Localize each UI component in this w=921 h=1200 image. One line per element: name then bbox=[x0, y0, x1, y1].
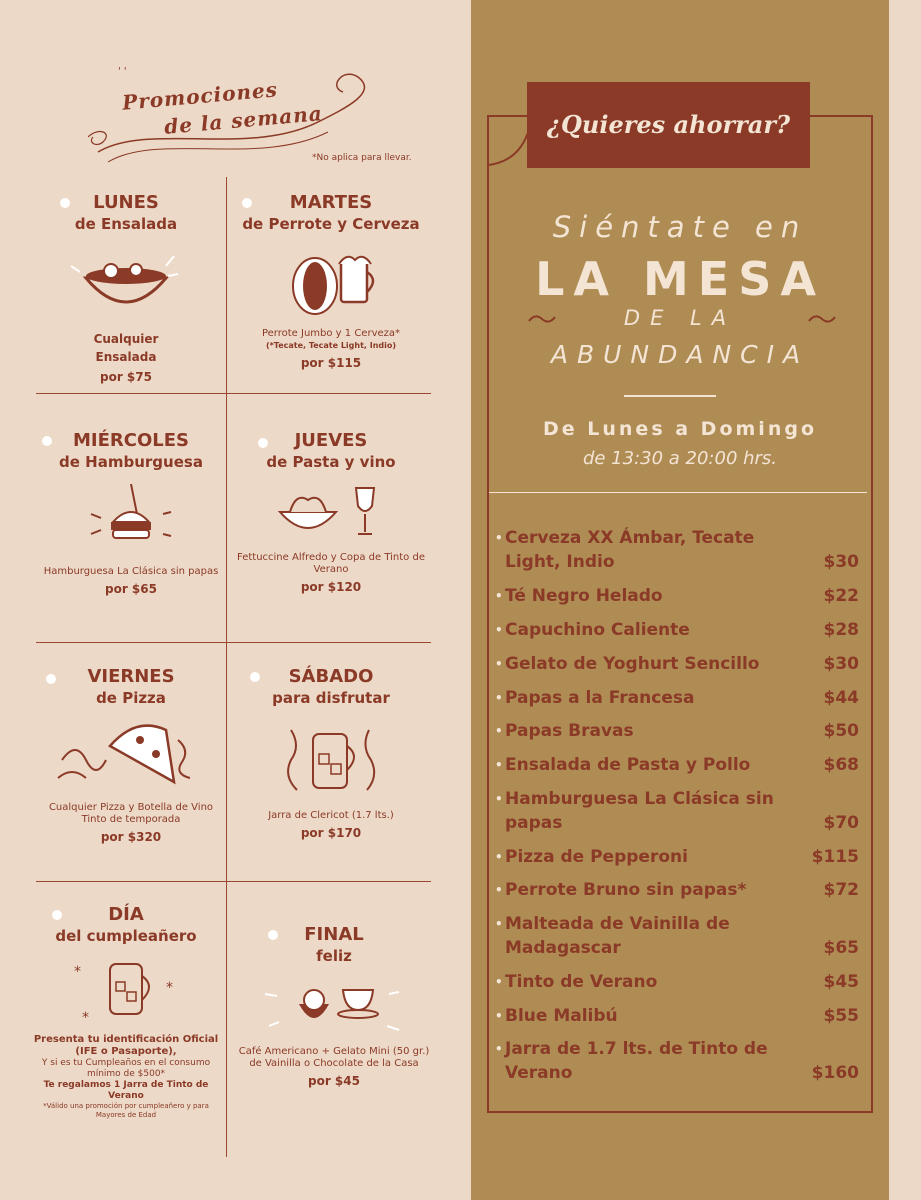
menu-item-price: $44 bbox=[823, 688, 859, 708]
promo-description: Cualquier Pizza y Botella de Vino Tinto de temporada bbox=[48, 802, 214, 825]
menu-item-name: Papas a la Francesa bbox=[505, 688, 695, 708]
menu-item-price: $55 bbox=[823, 1006, 859, 1026]
menu-item-price: $50 bbox=[823, 721, 859, 741]
menu-item bbox=[495, 878, 861, 902]
offer-banner-text: ¿Quieres ahorrar? bbox=[546, 110, 791, 139]
promo-description: Perrote Jumbo y 1 Cerveza* bbox=[261, 328, 401, 339]
grid-divider bbox=[36, 393, 431, 394]
svg-text:*: * bbox=[74, 964, 81, 980]
day-subtitle: de Hamburguesa bbox=[59, 453, 203, 471]
headline-line3: DE LA bbox=[623, 306, 737, 330]
promo-price: por $75 bbox=[100, 370, 152, 384]
bullet-icon: • bbox=[495, 657, 503, 671]
menu-item-price: $160 bbox=[811, 1063, 859, 1083]
headline-rule bbox=[624, 395, 716, 397]
promo-price: por $45 bbox=[308, 1074, 360, 1088]
menu-item-name: Gelato de Yoghurt Sencillo bbox=[505, 654, 760, 674]
bullet-dot bbox=[52, 910, 62, 920]
menu-item bbox=[495, 584, 861, 608]
bullet-dot bbox=[268, 930, 278, 940]
right-margin bbox=[889, 0, 921, 1200]
day-subtitle: para disfrutar bbox=[272, 689, 390, 707]
bullet-icon: • bbox=[495, 975, 503, 989]
bullet-icon: • bbox=[495, 850, 503, 864]
birthday-fineprint: *Válido una promoción por cumpleañero y para Mayores de Edad bbox=[43, 1102, 209, 1119]
jar-icon bbox=[281, 720, 381, 798]
promo-friday bbox=[36, 666, 226, 844]
menu-item bbox=[495, 787, 861, 835]
grid-divider bbox=[36, 881, 431, 882]
bullet-dot bbox=[258, 438, 268, 448]
menu-item bbox=[495, 1037, 861, 1085]
menu-item bbox=[495, 652, 861, 676]
bullet-dot bbox=[42, 436, 52, 446]
grid-divider bbox=[36, 642, 431, 643]
menu-item bbox=[495, 686, 861, 710]
bullet-icon: • bbox=[495, 531, 503, 545]
bullet-dot bbox=[46, 674, 56, 684]
menu-item-name: Papas Bravas bbox=[505, 721, 634, 741]
bullet-icon: • bbox=[495, 724, 503, 738]
menu-item-price: $30 bbox=[823, 654, 859, 674]
headline-line2: LA MESA bbox=[535, 252, 825, 306]
menu-item-name: Té Negro Helado bbox=[505, 586, 663, 606]
bullet-icon: • bbox=[495, 589, 503, 603]
menu-item-price: $70 bbox=[823, 813, 859, 833]
offer-days: De Lunes a Domingo bbox=[543, 418, 817, 440]
menu-item-name: Jarra de 1.7 lts. de Tinto de Verano bbox=[505, 1039, 768, 1083]
promo-monday bbox=[36, 192, 216, 384]
day-subtitle: de Ensalada bbox=[74, 215, 178, 233]
offer-hours: de 13:30 a 20:00 hrs. bbox=[582, 448, 778, 469]
svg-text:*: * bbox=[82, 1010, 89, 1026]
day-name: LUNES bbox=[93, 192, 159, 213]
promo-birthday bbox=[30, 904, 222, 1120]
day-name: VIERNES bbox=[87, 666, 175, 687]
bullet-icon: • bbox=[495, 623, 503, 637]
grid-divider-vertical bbox=[226, 177, 227, 1157]
menu-divider bbox=[489, 492, 867, 493]
bullet-icon: • bbox=[495, 758, 503, 772]
day-name: SÁBADO bbox=[288, 666, 374, 687]
day-subtitle: de Pasta y vino bbox=[266, 453, 396, 471]
bullet-icon: • bbox=[495, 883, 503, 897]
promo-description: Café Americano + Gelato Mini (50 gr.) de Vainilla o Chocolate de la Casa bbox=[238, 1046, 430, 1069]
menu-item bbox=[495, 526, 861, 574]
menu-item-price: $115 bbox=[811, 847, 859, 867]
menu-item-price: $45 bbox=[823, 972, 859, 992]
menu-item-name: Ensalada de Pasta y Pollo bbox=[505, 755, 751, 775]
headline-line1: Siéntate en bbox=[552, 210, 808, 244]
promo-description: Fettuccine Alfredo y Copa de Tinto de Verano bbox=[237, 552, 425, 575]
menu-item bbox=[495, 719, 861, 743]
menu-item-name: Perrote Bruno sin papas* bbox=[505, 880, 747, 900]
promo-tuesday bbox=[236, 192, 426, 370]
promo-price: por $115 bbox=[300, 356, 362, 370]
promo-description-note: (*Tecate, Tecate Light, Indio) bbox=[265, 341, 397, 350]
menu-item-name: Malteada de Vainilla de Madagascar bbox=[505, 914, 730, 958]
birthday-condition: Y si es tu Cumpleaños en el consumo mínimo de $500* bbox=[41, 1058, 211, 1079]
day-name: DÍA bbox=[108, 904, 144, 925]
birthday-jar-icon bbox=[66, 954, 186, 1026]
day-subtitle: de Pizza bbox=[96, 689, 166, 707]
birthday-gift: Te regalamos 1 Jarra de Tinto de Verano bbox=[43, 1080, 209, 1101]
menu-item-price: $72 bbox=[823, 880, 859, 900]
pasta-wine-icon bbox=[276, 484, 386, 540]
promo-final bbox=[236, 924, 432, 1088]
menu-item-name: Blue Malibú bbox=[505, 1006, 618, 1026]
menu-item bbox=[495, 845, 861, 869]
bullet-icon: • bbox=[495, 691, 503, 705]
bullet-dot bbox=[242, 198, 252, 208]
burger-icon bbox=[81, 484, 181, 554]
menu-item-name: Hamburguesa La Clásica sin papas bbox=[505, 789, 774, 833]
promo-wednesday bbox=[36, 430, 226, 596]
svg-text:*: * bbox=[166, 980, 173, 996]
bullet-icon: • bbox=[495, 1042, 503, 1056]
promo-description: Hamburguesa La Clásica sin papas bbox=[43, 566, 219, 577]
coffee-gelato-icon bbox=[259, 974, 409, 1038]
bullet-icon: • bbox=[495, 917, 503, 931]
hotdog-beer-icon bbox=[281, 246, 381, 316]
headline-line4: ABUNDANCIA bbox=[550, 340, 810, 369]
menu-item-name: Tinto de Verano bbox=[505, 972, 658, 992]
menu-item-price: $30 bbox=[823, 552, 859, 572]
salad-icon bbox=[66, 246, 186, 318]
promo-price: por $320 bbox=[100, 830, 162, 844]
menu-item-name: Capuchino Caliente bbox=[505, 620, 690, 640]
day-name: MIÉRCOLES bbox=[72, 430, 189, 451]
menu-item-price: $65 bbox=[823, 938, 859, 958]
bullet-dot bbox=[250, 672, 260, 682]
promo-price: por $170 bbox=[300, 826, 362, 840]
offer-banner bbox=[527, 82, 810, 168]
promotions-title-line2: de la semana bbox=[163, 101, 324, 139]
day-name: MARTES bbox=[289, 192, 373, 213]
menu-item bbox=[495, 1004, 861, 1028]
promotions-title-line1: Promociones bbox=[121, 77, 279, 115]
menu-item-name: Cerveza XX Ámbar, Tecate Light, Indio bbox=[505, 528, 755, 572]
day-subtitle: feliz bbox=[316, 947, 352, 965]
menu-item-price: $68 bbox=[823, 755, 859, 775]
day-name: FINAL bbox=[304, 924, 364, 945]
promo-price: por $65 bbox=[105, 582, 157, 596]
tilde-ornament-icon bbox=[807, 313, 837, 325]
menu-item-price: $22 bbox=[823, 586, 859, 606]
menu-item bbox=[495, 753, 861, 777]
menu-item bbox=[495, 970, 861, 994]
menu-item-price: $28 bbox=[823, 620, 859, 640]
menu-item bbox=[495, 618, 861, 642]
promo-price: por $120 bbox=[300, 580, 362, 594]
bullet-dot bbox=[60, 198, 70, 208]
pizza-icon bbox=[56, 720, 206, 790]
promo-saturday bbox=[236, 666, 426, 840]
bullet-icon: • bbox=[495, 1009, 503, 1023]
promo-description: Cualquier Ensalada bbox=[93, 332, 159, 364]
day-name: JUEVES bbox=[294, 430, 368, 451]
menu-item bbox=[495, 912, 861, 960]
bullet-icon: • bbox=[495, 792, 503, 806]
promo-description: Jarra de Clericot (1.7 lts.) bbox=[268, 810, 394, 821]
birthday-requirement: Presenta tu identificación Oficial (IFE o Pasaporte), bbox=[33, 1034, 219, 1057]
takeout-note: *No aplica para llevar. bbox=[312, 153, 412, 163]
day-subtitle: de Perrote y Cerveza bbox=[242, 215, 420, 233]
day-subtitle: del cumpleañero bbox=[55, 927, 197, 945]
promo-thursday bbox=[236, 430, 426, 594]
menu-item-name: Pizza de Pepperoni bbox=[505, 847, 688, 867]
svg-text:' ': ' ' bbox=[118, 66, 127, 77]
